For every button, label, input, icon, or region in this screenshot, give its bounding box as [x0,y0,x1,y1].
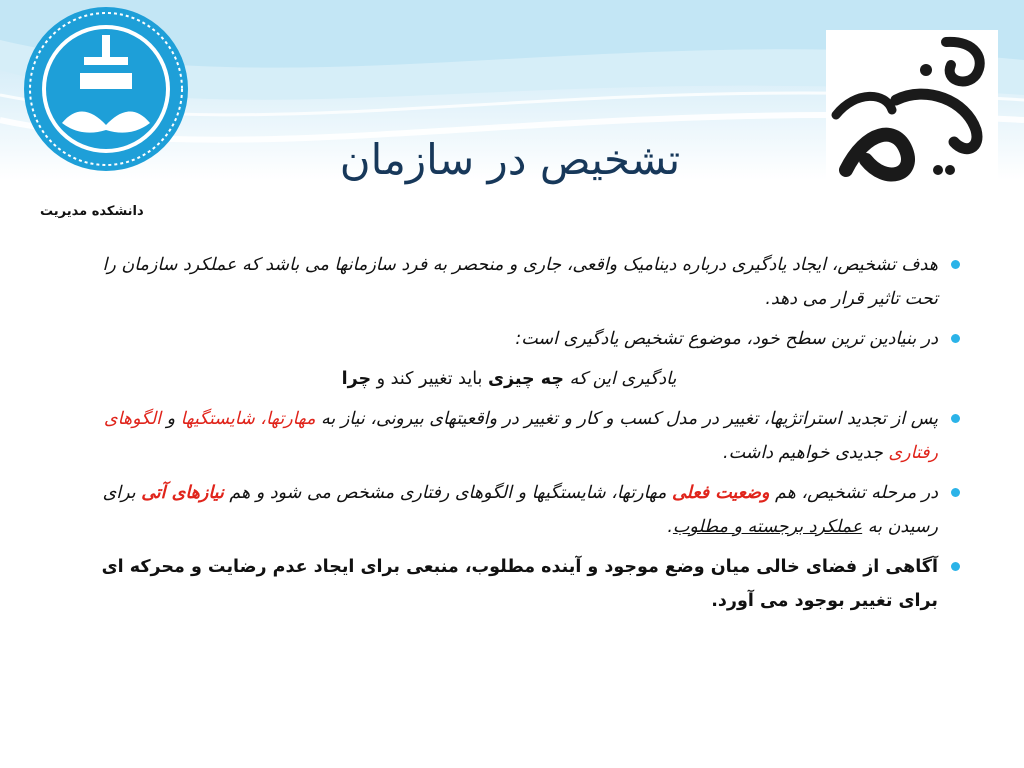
bullet-paragraph-2 [80,322,960,356]
bullet-paragraph-1 [80,248,960,316]
paragraph-4-part-g: . [667,517,673,537]
paragraph-3-part-c: و [161,409,181,429]
mehr-pouya-logo [826,30,998,188]
bullet-dot-icon [951,414,960,423]
paragraph-5-text: آگاهی از فضای خالی میان وضع موجود و آینده مطلوب، منبعی برای ایجاد عدم رضایت و محرکه ای برای تغییر بوجود می آورد. [101,557,938,611]
paragraph-4-performance: عملکرد برجسته و مطلوب [672,517,863,537]
paragraph-3-part-e: جدیدی خواهیم داشت. [723,443,889,463]
bullet-dot-icon [951,562,960,571]
bullet-dot-icon [951,488,960,497]
sub-line-why: چرا [341,369,372,389]
bullet-dot-icon [951,334,960,343]
paragraph-4-part-c: مهارتها، شایستگیها و الگوهای رفتاری مشخص می شود و هم [223,483,672,503]
paragraph-4-part-a: در مرحله تشخیص، هم [769,483,938,503]
paragraph-4-current-state: وضعیت فعلی [671,483,770,503]
university-logo [22,5,190,173]
faculty-label: دانشکده مدیریت [40,204,144,219]
bullet-dot-icon [951,260,960,269]
sub-line-part-c: باید تغییر کند و [371,369,488,389]
bullet-paragraph-5 [80,550,960,618]
paragraph-4-future-needs: نیازهای آتی [141,483,224,503]
sub-line-what: چه چیزی [487,369,564,389]
paragraph-3-patterns: الگوهای رفتاری [103,409,938,463]
paragraph-4-part-e: برای رسیدن به [102,483,938,537]
paragraph-3-skills: مهارتها، شایستگیها [180,409,316,429]
paragraph-2-text: در بنیادین ترین سطح خود، موضوع تشخیص یادگیری است: [515,329,938,349]
bullet-paragraph-3 [80,402,960,470]
sub-line-learning [80,362,960,396]
slide-content [80,248,960,624]
bullet-paragraph-4 [80,476,960,544]
sub-line-part-a: یادگیری این که [563,369,677,389]
slide-title: تشخیص در سازمان [339,135,681,184]
paragraph-3-part-a: پس از تجدید استراتژیها، تغییر در مدل کسب و کار و تغییر در واقعیتهای بیرونی، نیاز به [315,409,938,429]
paragraph-1-text: هدف تشخیص، ایجاد یادگیری درباره دینامیک واقعی، جاری و منحصر به فرد سازمانها می باشد که عملکرد سازمان را تحت تاثیر قرار می دهد. [102,255,938,309]
